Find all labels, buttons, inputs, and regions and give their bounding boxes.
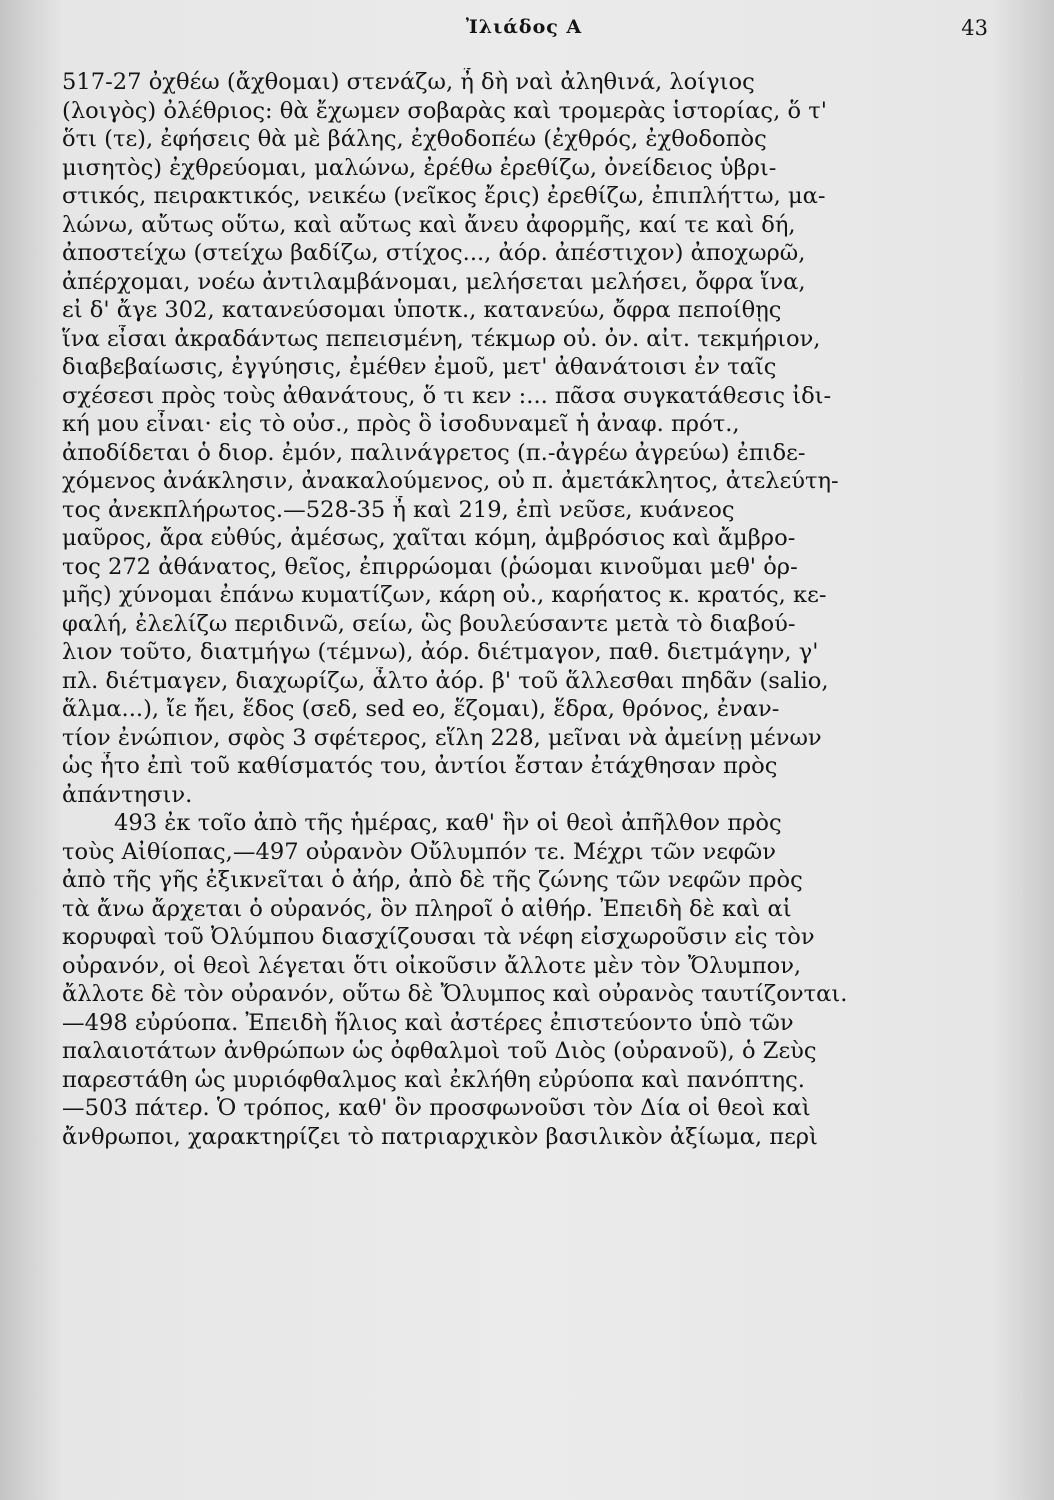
text-line: τίον ἐνώπιον, σφὸς 3 σφέτερος, εἵλη 228, μεῖναι νὰ ἀμείνῃ μένων — [62, 724, 822, 751]
paragraph-start-line: 493 ἐκ τοῖο ἀπὸ τῆς ἡμέρας, καθ' ἣν οἱ θεοὶ ἀπῆλθον πρὸς — [114, 810, 782, 836]
text-line: κορυφαὶ τοῦ Ὀλύμπου διασχίζουσαι τὰ νέφη εἰσχωροῦσιν εἰς τὸν — [62, 924, 815, 950]
text-line: μῆς) χύνομαι ἐπάνω κυματίζων, κάρη οὐ., καρήατος κ. κρατός, κε- — [62, 582, 827, 608]
text-line: φαλή, ἐλελίζω περιδινῶ, σείω, ὣς βουλεύσαντε μετὰ τὸ διαβού- — [62, 610, 796, 637]
text-line: ὡς ἦτο ἐπὶ τοῦ καθίσματός του, ἀντίοι ἔσταν ἐτάχθησαν πρὸς — [62, 753, 778, 779]
text-line: ἀποδίδεται ὁ διορ. ἐμόν, παλινάγρετος (π.-ἀγρέω ἀγρεύω) ἐπιδε- — [62, 439, 806, 466]
text-line: ἅλμα...), ἴε ἤει, ἕδος (σεδ, sed eo, ἕζομαι), ἕδρα, θρόνος, ἐναν- — [62, 696, 780, 722]
text-line: τὰ ἄνω ἄρχεται ὁ οὐρανός, ὃν πληροῖ ὁ αἰθήρ. Ἐπειδὴ δὲ καὶ αἱ — [62, 895, 792, 922]
text-line: ἄλλοτε δὲ τὸν οὐρανόν, οὕτω δὲ Ὄλυμπος καὶ οὐρανὸς ταυτίζονται. — [62, 981, 848, 1007]
text-line: κή μου εἶναι· εἰς τὸ οὐσ., πρὸς ὃ ἰσοδυναμεῖ ἡ ἀναφ. πρότ., — [62, 411, 740, 437]
text-line: ἀπέρχομαι, νοέω ἀντιλαμβάνομαι, μελήσεται μελήσει, ὄφρα ἵνα, — [62, 268, 806, 295]
running-head: Ἰλιάδος Α — [465, 16, 583, 38]
page-number: 43 — [961, 16, 988, 40]
text-line: ἀπάντησιν. — [62, 781, 193, 808]
text-line: σχέσεσι πρὸς τοὺς ἀθανάτους, ὅ τι κεν :... πᾶσα συγκατάθεσις ἰδι- — [62, 382, 832, 409]
text-line: τοὺς Αἰθίοπας,—497 οὐρανὸν Οὔλυμπόν τε. Μέχρι τῶν νεφῶν — [62, 838, 776, 865]
text-line: διαβεβαίωσις, ἐγγύησις, ἐμέθεν ἐμοῦ, μετ' ἀθανάτοισι ἐν ταῖς — [62, 354, 777, 380]
text-line: λιον τοῦτο, διατμήγω (τέμνω), ἀόρ. διέτμαγον, παθ. διετμάγην, γ' — [62, 639, 819, 665]
text-line: (λοιγὸς) ὀλέθριος: θὰ ἔχωμεν σοβαρὰς καὶ τρομερὰς ἱστορίας, ὅ τ' — [62, 97, 827, 124]
text-line: παλαιοτάτων ἀνθρώπων ὡς ὀφθαλμοὶ τοῦ Διὸς (οὐρανοῦ), ὁ Ζεὺς — [62, 1038, 817, 1064]
text-line: ἵνα εἶσαι ἀκραδάντως πεπεισμένη, τέκμωρ οὐ. ὀν. αἰτ. τεκμήριον, — [62, 325, 821, 352]
text-line: εἰ δ' ἄγε 302, κατανεύσομαι ὑποτκ., κατανεύω, ὄφρα πεποίθῃς — [62, 297, 782, 323]
text-line: ἀποστείχω (στείχω βαδίζω, στίχος..., ἀόρ. ἀπέστιχον) ἀποχωρῶ, — [62, 240, 806, 266]
commentary-text — [62, 68, 988, 1151]
text-line: οὐρανόν, οἱ θεοὶ λέγεται ὅτι οἰκοῦσιν ἄλλοτε μὲν τὸν Ὄλυμπον, — [62, 952, 802, 979]
text-line: παρεστάθη ὡς μυριόφθαλμος καὶ ἐκλήθη εὐρύοπα καὶ πανόπτης. — [62, 1066, 805, 1093]
text-line: ὅτι (τε), ἐφήσεις θὰ μὲ βάλης, ἐχθοδοπέω (ἐχθρός, ἐχθοδοπὸς — [62, 126, 767, 152]
text-line: μισητὸς) ἐχθρεύομαι, μαλώνω, ἐρέθω ἐρεθίζω, ὀνείδειος ὑβρι- — [62, 154, 777, 181]
text-line: χόμενος ἀνάκλησιν, ἀνακαλούμενος, οὐ π. ἀμετάκλητος, ἀτελεύτη- — [62, 468, 839, 494]
text-line: —503 πάτερ. Ὁ τρόπος, καθ' ὃν προσφωνοῦσι τὸν Δία οἱ θεοὶ καὶ — [62, 1095, 811, 1121]
text-line: —498 εὐρύοπα. Ἐπειδὴ ἥλιος καὶ ἀστέρες ἐπιστεύοντο ὑπὸ τῶν — [62, 1009, 794, 1036]
text-line: 517-27 ὀχθέω (ἄχθομαι) στενάζω, ἦ δὴ ναὶ ἀληθινά, λοίγιος — [62, 69, 755, 95]
text-line: λώνω, αὔτως οὕτω, καὶ αὔτως καὶ ἄνευ ἀφορμῆς, καί τε καὶ δή, — [62, 211, 796, 238]
text-line: πλ. διέτμαγεν, διαχωρίζω, ἆλτο ἀόρ. β' τοῦ ἅλλεσθαι πηδᾶν (salio, — [62, 667, 829, 694]
text-line: τος 272 ἀθάνατος, θεῖος, ἐπιρρώομαι (ῥώομαι κινοῦμαι μεθ' ὁρ- — [62, 553, 798, 580]
text-line: στικός, πειρακτικός, νεικέω (νεῖκος ἔρις) ἐρεθίζω, ἐπιπλήττω, μα- — [62, 183, 826, 209]
text-line: μαῦρος, ἄρα εὐθύς, ἀμέσως, χαῖται κόμη, ἀμβρόσιος καὶ ἄμβρο- — [62, 525, 796, 551]
page-header — [60, 10, 988, 50]
text-line: ἄνθρωποι, χαρακτηρίζει τὸ πατριαρχικὸν βασιλικὸν ἀξίωμα, περὶ — [62, 1123, 818, 1150]
text-line: ἀπὸ τῆς γῆς ἐξικνεῖται ὁ ἀήρ, ἀπὸ δὲ τῆς ζώνης τῶν νεφῶν πρὸς — [62, 867, 803, 893]
text-line: τος ἀνεκπλήρωτος.—528-35 ἦ καὶ 219, ἐπὶ νεῦσε, κυάνεος — [62, 496, 735, 523]
